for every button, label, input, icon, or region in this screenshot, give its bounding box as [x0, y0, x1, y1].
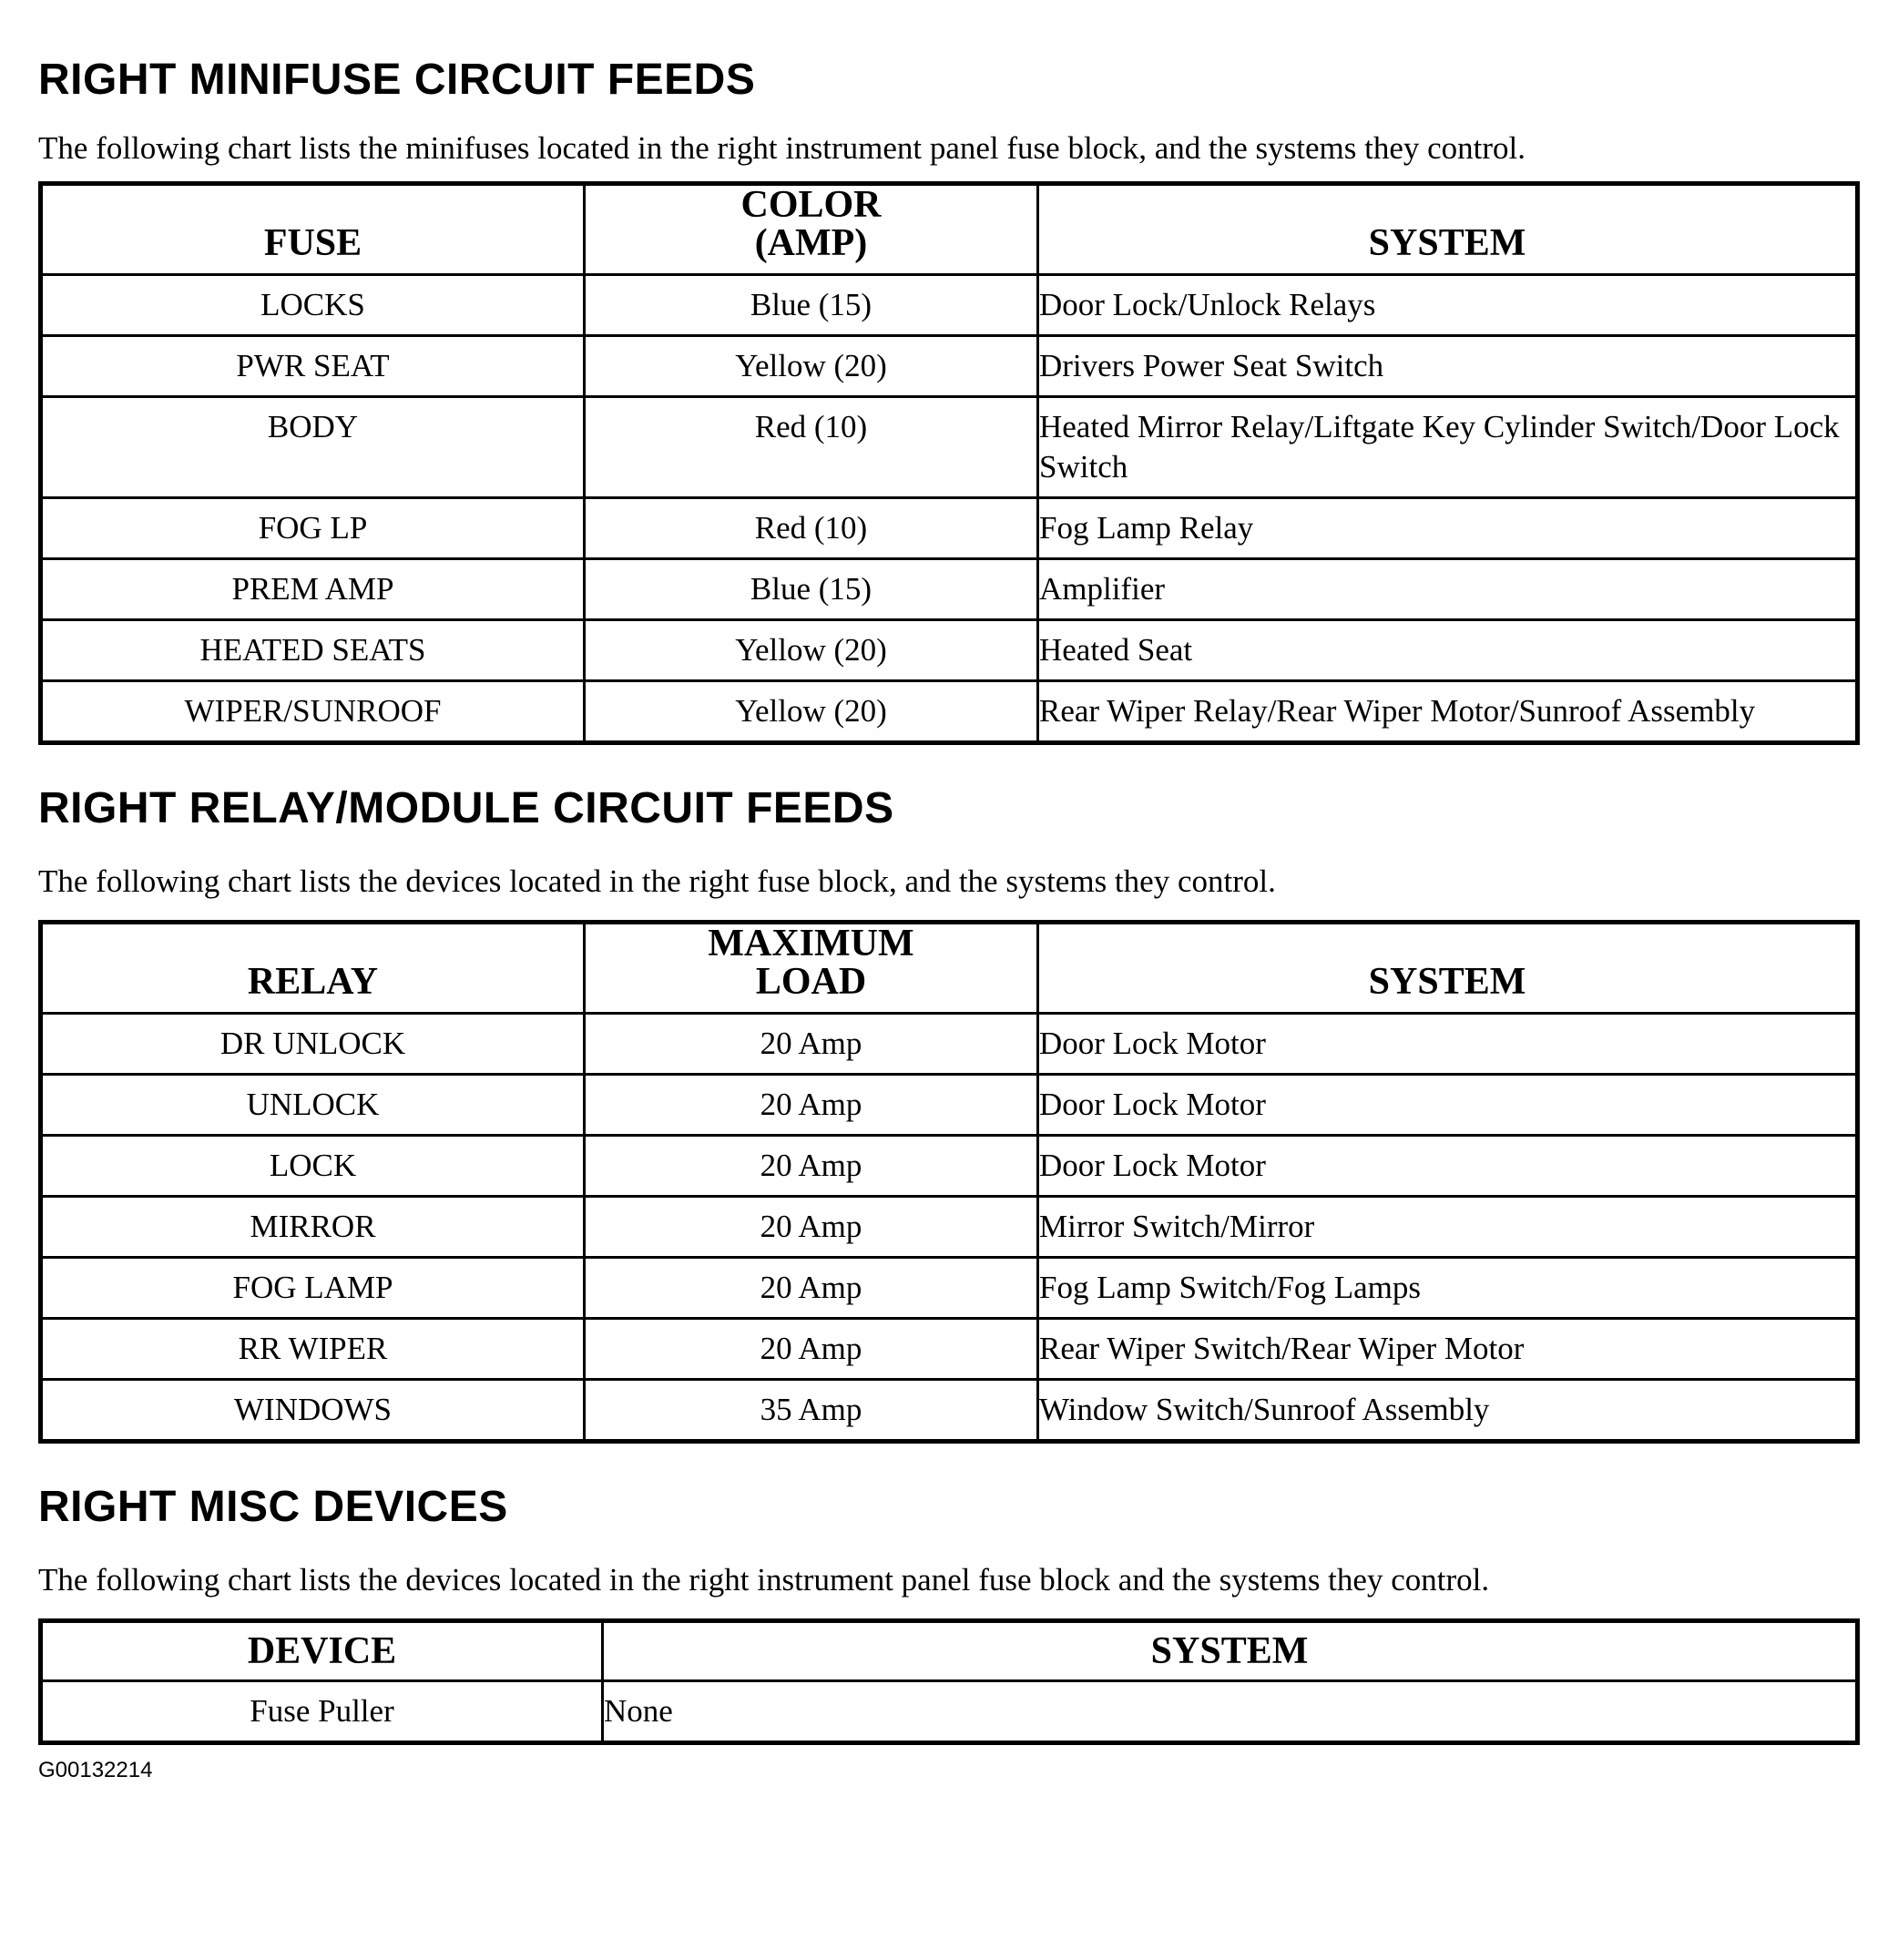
- figure-code: G00132214: [38, 1758, 153, 1782]
- cell-color-amp: Yellow (20): [585, 620, 1038, 681]
- section-title-minifuse: RIGHT MINIFUSE CIRCUIT FEEDS: [38, 56, 756, 104]
- cell-relay: MIRROR: [41, 1197, 585, 1258]
- cell-system: Mirror Switch/Mirror: [1038, 1197, 1858, 1258]
- section-title-misc-devices: RIGHT MISC DEVICES: [38, 1483, 508, 1531]
- cell-fuse: BODY: [41, 397, 585, 498]
- cell-system: Amplifier: [1038, 559, 1858, 620]
- cell-maximum-load: 35 Amp: [585, 1380, 1038, 1442]
- table-row: [41, 1075, 1858, 1136]
- cell-system: Door Lock Motor: [1038, 1014, 1858, 1075]
- column-header-color-amp: [585, 184, 1038, 275]
- cell-system: Rear Wiper Switch/Rear Wiper Motor: [1038, 1319, 1858, 1380]
- column-header-maximum-load: [585, 923, 1038, 1014]
- cell-system: Rear Wiper Relay/Rear Wiper Motor/Sunroof Assembly: [1038, 681, 1858, 743]
- cell-system: Heated Seat: [1038, 620, 1858, 681]
- cell-color-amp: Yellow (20): [585, 336, 1038, 397]
- table-row: [41, 1319, 1858, 1380]
- document-page: [38, 55, 1860, 1783]
- section-title-relay-module: RIGHT RELAY/MODULE CIRCUIT FEEDS: [38, 784, 894, 832]
- cell-system: Fog Lamp Relay: [1038, 498, 1858, 559]
- cell-system: Door Lock Motor: [1038, 1136, 1858, 1197]
- cell-system: None: [603, 1681, 1858, 1743]
- relay-module-table: [38, 920, 1860, 1444]
- cell-maximum-load: 20 Amp: [585, 1258, 1038, 1319]
- table-row: [41, 1197, 1858, 1258]
- column-header-system: SYSTEM: [1038, 184, 1858, 275]
- cell-fuse: PWR SEAT: [41, 336, 585, 397]
- cell-maximum-load: 20 Amp: [585, 1014, 1038, 1075]
- cell-fuse: HEATED SEATS: [41, 620, 585, 681]
- cell-system: Door Lock Motor: [1038, 1075, 1858, 1136]
- table-header-row: [41, 184, 1858, 275]
- cell-color-amp: Red (10): [585, 498, 1038, 559]
- column-header-maximum-line1: MAXIMUM: [708, 923, 914, 965]
- table-row: [41, 559, 1858, 620]
- table-row: [41, 1380, 1858, 1442]
- table-row: [41, 1136, 1858, 1197]
- cell-relay: DR UNLOCK: [41, 1014, 585, 1075]
- table-row: [41, 397, 1858, 498]
- cell-system: Drivers Power Seat Switch: [1038, 336, 1858, 397]
- table-row: [41, 275, 1858, 336]
- cell-fuse: PREM AMP: [41, 559, 585, 620]
- table-row: [41, 1014, 1858, 1075]
- cell-maximum-load: 20 Amp: [585, 1197, 1038, 1258]
- column-header-device: DEVICE: [41, 1621, 603, 1681]
- column-header-fuse: FUSE: [41, 184, 585, 275]
- cell-relay: RR WIPER: [41, 1319, 585, 1380]
- table-row: [41, 1258, 1858, 1319]
- table-row: [41, 498, 1858, 559]
- table-header-row: [41, 923, 1858, 1014]
- table-row: [41, 336, 1858, 397]
- table-row: [41, 1681, 1858, 1743]
- cell-relay: WINDOWS: [41, 1380, 585, 1442]
- column-header-system: SYSTEM: [1038, 923, 1858, 1014]
- cell-fuse: FOG LP: [41, 498, 585, 559]
- column-header-system: SYSTEM: [603, 1621, 1858, 1681]
- column-header-maximum-line2: LOAD: [755, 961, 867, 1003]
- column-header-color-line1: COLOR: [740, 184, 882, 226]
- cell-color-amp: Blue (15): [585, 559, 1038, 620]
- section-intro-relay-module: The following chart lists the devices located in the right fuse block, and the systems they control.: [38, 863, 1276, 899]
- cell-system: Fog Lamp Switch/Fog Lamps: [1038, 1258, 1858, 1319]
- misc-devices-table: [38, 1618, 1860, 1745]
- cell-maximum-load: 20 Amp: [585, 1136, 1038, 1197]
- cell-maximum-load: 20 Amp: [585, 1319, 1038, 1380]
- cell-relay: UNLOCK: [41, 1075, 585, 1136]
- cell-color-amp: Yellow (20): [585, 681, 1038, 743]
- table-row: [41, 620, 1858, 681]
- cell-color-amp: Red (10): [585, 397, 1038, 498]
- cell-fuse: WIPER/SUNROOF: [41, 681, 585, 743]
- column-header-color-line2: (AMP): [754, 222, 868, 264]
- cell-fuse: LOCKS: [41, 275, 585, 336]
- minifuse-table: [38, 181, 1860, 745]
- table-row: [41, 681, 1858, 743]
- table-header-row: [41, 1621, 1858, 1681]
- section-intro-misc-devices: The following chart lists the devices located in the right instrument panel fuse block and the systems they control.: [38, 1562, 1490, 1598]
- cell-maximum-load: 20 Amp: [585, 1075, 1038, 1136]
- cell-relay: LOCK: [41, 1136, 585, 1197]
- cell-system: Window Switch/Sunroof Assembly: [1038, 1380, 1858, 1442]
- cell-system: Door Lock/Unlock Relays: [1038, 275, 1858, 336]
- column-header-relay: RELAY: [41, 923, 585, 1014]
- cell-color-amp: Blue (15): [585, 275, 1038, 336]
- cell-system: Heated Mirror Relay/Liftgate Key Cylinder Switch/Door Lock Switch: [1038, 397, 1858, 498]
- section-intro-minifuse: The following chart lists the minifuses located in the right instrument panel fuse block, and the systems they control.: [38, 130, 1526, 166]
- cell-device: Fuse Puller: [41, 1681, 603, 1743]
- cell-relay: FOG LAMP: [41, 1258, 585, 1319]
